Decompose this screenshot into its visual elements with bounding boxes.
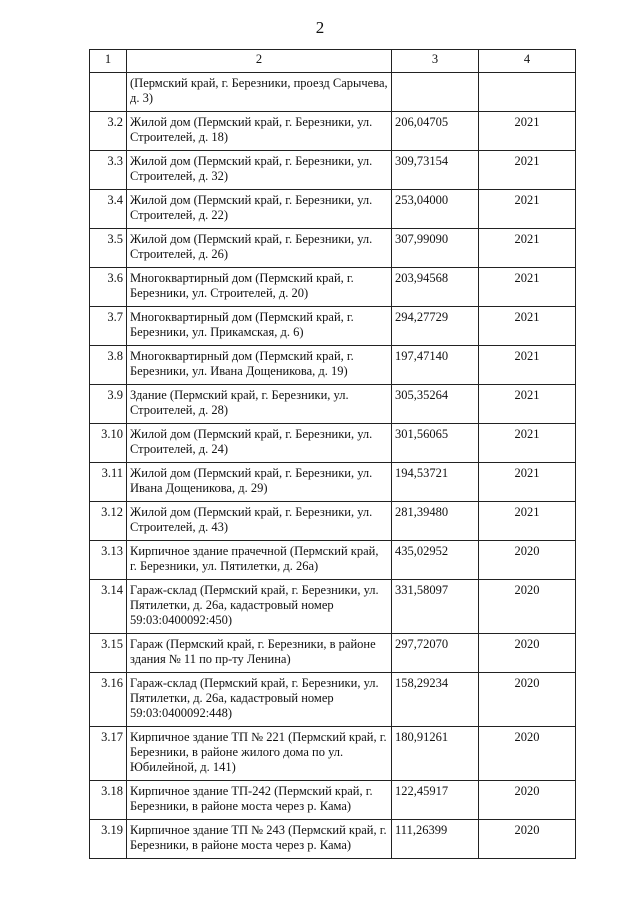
row-year: 2020 — [479, 541, 576, 580]
row-description: Кирпичное здание ТП № 221 (Пермский край, г. Березники, в районе жилого дома по ул. Юбилейной, д. 141) — [127, 727, 392, 781]
row-description: Жилой дом (Пермский край, г. Березники, ул. Строителей, д. 18) — [127, 112, 392, 151]
row-number: 3.3 — [90, 151, 127, 190]
row-number: 3.10 — [90, 424, 127, 463]
table-row — [90, 820, 576, 859]
table-row — [90, 634, 576, 673]
row-value: 281,39480 — [392, 502, 479, 541]
row-year: 2021 — [479, 463, 576, 502]
row-number: 3.2 — [90, 112, 127, 151]
row-value: 158,29234 — [392, 673, 479, 727]
row-number: 3.19 — [90, 820, 127, 859]
table-row — [90, 781, 576, 820]
row-number: 3.15 — [90, 634, 127, 673]
row-number: 3.11 — [90, 463, 127, 502]
row-year: 2021 — [479, 502, 576, 541]
table-row — [90, 346, 576, 385]
row-description: Жилой дом (Пермский край, г. Березники, ул. Строителей, д. 43) — [127, 502, 392, 541]
row-description: Жилой дом (Пермский край, г. Березники, ул. Строителей, д. 32) — [127, 151, 392, 190]
header-col-1: 1 — [90, 50, 127, 73]
table-row — [90, 463, 576, 502]
table-row — [90, 580, 576, 634]
row-description: Гараж-склад (Пермский край, г. Березники, ул. Пятилетки, д. 26а, кадастровый номер 59:03:0400092:450) — [127, 580, 392, 634]
row-year: 2021 — [479, 112, 576, 151]
row-year: 2020 — [479, 580, 576, 634]
row-description: (Пермский край, г. Березники, проезд Сарычева, д. 3) — [127, 73, 392, 112]
row-value: 111,26399 — [392, 820, 479, 859]
table-row — [90, 268, 576, 307]
row-year: 2020 — [479, 634, 576, 673]
table-row — [90, 502, 576, 541]
row-description: Жилой дом (Пермский край, г. Березники, ул. Строителей, д. 22) — [127, 190, 392, 229]
row-number: 3.8 — [90, 346, 127, 385]
row-value: 307,99090 — [392, 229, 479, 268]
row-number: 3.18 — [90, 781, 127, 820]
row-description: Кирпичное здание прачечной (Пермский край, г. Березники, ул. Пятилетки, д. 26а) — [127, 541, 392, 580]
table-row — [90, 151, 576, 190]
row-year: 2021 — [479, 151, 576, 190]
row-number: 3.12 — [90, 502, 127, 541]
property-table — [89, 49, 576, 859]
row-value: 197,47140 — [392, 346, 479, 385]
table-row — [90, 424, 576, 463]
table-row — [90, 307, 576, 346]
row-year: 2020 — [479, 781, 576, 820]
row-description: Многоквартирный дом (Пермский край, г. Березники, ул. Прикамская, д. 6) — [127, 307, 392, 346]
row-year: 2021 — [479, 346, 576, 385]
row-number: 3.5 — [90, 229, 127, 268]
row-value: 435,02952 — [392, 541, 479, 580]
row-year: 2021 — [479, 190, 576, 229]
row-value: 122,45917 — [392, 781, 479, 820]
table-row — [90, 190, 576, 229]
row-year — [479, 73, 576, 112]
row-description: Жилой дом (Пермский край, г. Березники, ул. Строителей, д. 24) — [127, 424, 392, 463]
row-value: 253,04000 — [392, 190, 479, 229]
row-description: Жилой дом (Пермский край, г. Березники, ул. Ивана Дощеникова, д. 29) — [127, 463, 392, 502]
row-year: 2020 — [479, 820, 576, 859]
table-row — [90, 229, 576, 268]
table-row — [90, 541, 576, 580]
row-year: 2020 — [479, 673, 576, 727]
row-number: 3.17 — [90, 727, 127, 781]
row-description: Кирпичное здание ТП-242 (Пермский край, г. Березники, в районе моста через р. Кама) — [127, 781, 392, 820]
row-value: 309,73154 — [392, 151, 479, 190]
row-number — [90, 73, 127, 112]
table-row — [90, 112, 576, 151]
row-description: Многоквартирный дом (Пермский край, г. Березники, ул. Ивана Дощеникова, д. 19) — [127, 346, 392, 385]
row-number: 3.4 — [90, 190, 127, 229]
row-value: 297,72070 — [392, 634, 479, 673]
row-value: 206,04705 — [392, 112, 479, 151]
row-number: 3.9 — [90, 385, 127, 424]
header-col-2: 2 — [127, 50, 392, 73]
row-description: Гараж-склад (Пермский край, г. Березники, ул. Пятилетки, д. 26а, кадастровый номер 59:03:0400092:448) — [127, 673, 392, 727]
row-number: 3.7 — [90, 307, 127, 346]
row-value: 305,35264 — [392, 385, 479, 424]
row-number: 3.14 — [90, 580, 127, 634]
table-row — [90, 673, 576, 727]
row-year: 2021 — [479, 268, 576, 307]
row-year: 2021 — [479, 307, 576, 346]
row-value: 294,27729 — [392, 307, 479, 346]
row-description: Здание (Пермский край, г. Березники, ул. Строителей, д. 28) — [127, 385, 392, 424]
row-year: 2021 — [479, 424, 576, 463]
row-year: 2020 — [479, 727, 576, 781]
row-description: Жилой дом (Пермский край, г. Березники, ул. Строителей, д. 26) — [127, 229, 392, 268]
table-row — [90, 727, 576, 781]
row-value: 301,56065 — [392, 424, 479, 463]
row-year: 2021 — [479, 229, 576, 268]
row-value: 194,53721 — [392, 463, 479, 502]
row-value: 203,94568 — [392, 268, 479, 307]
page-number: 2 — [315, 18, 325, 37]
row-value — [392, 73, 479, 112]
row-number: 3.16 — [90, 673, 127, 727]
row-description: Многоквартирный дом (Пермский край, г. Березники, ул. Строителей, д. 20) — [127, 268, 392, 307]
table-row — [90, 385, 576, 424]
header-col-4: 4 — [479, 50, 576, 73]
row-value: 180,91261 — [392, 727, 479, 781]
row-description: Гараж (Пермский край, г. Березники, в районе здания № 11 по пр-ту Ленина) — [127, 634, 392, 673]
table-header-row — [90, 50, 576, 73]
table-row — [90, 73, 576, 112]
row-number: 3.13 — [90, 541, 127, 580]
row-description: Кирпичное здание ТП № 243 (Пермский край, г. Березники, в районе моста через р. Кама) — [127, 820, 392, 859]
row-year: 2021 — [479, 385, 576, 424]
row-value: 331,58097 — [392, 580, 479, 634]
row-number: 3.6 — [90, 268, 127, 307]
header-col-3: 3 — [392, 50, 479, 73]
